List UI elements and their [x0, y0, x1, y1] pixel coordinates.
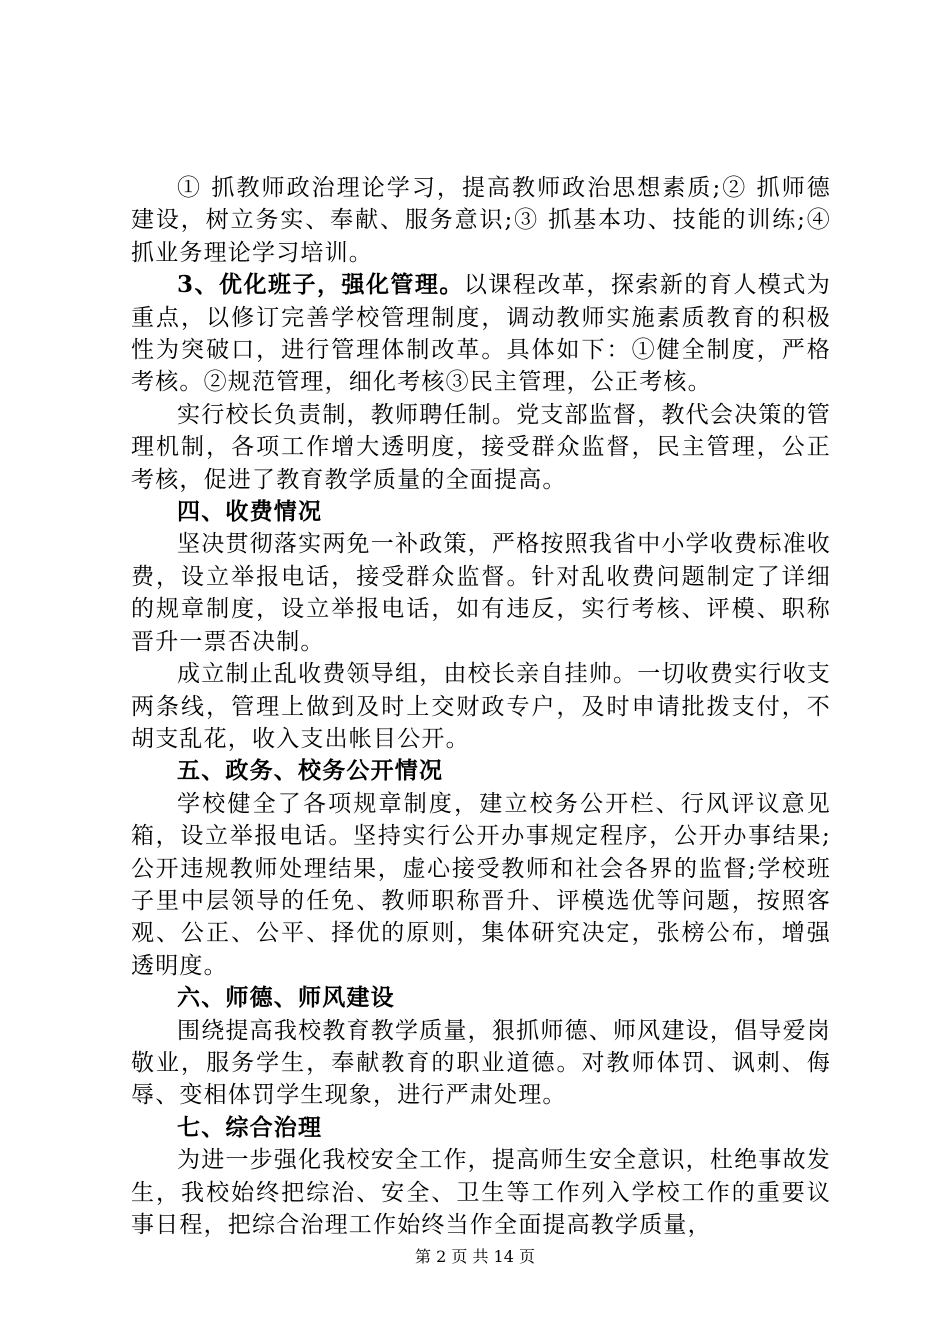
section-heading-ethics: 六、师德、师风建设 — [177, 984, 395, 1012]
paragraph-ethics: 围绕提高我校教育教学质量，狠抓师德、师风建设，倡导爱岗敬业，服务学生，奉献教育的职业道德。对教师体罚、讽刺、侮辱、变相体罚学生现象，进行严肃处理。 — [131, 1017, 831, 1109]
section-heading-fees: 四、收费情况 — [177, 498, 323, 526]
paragraph-principal-responsibility: 实行校长负责制，教师聘任制。党支部监督，教代会决策的管理机制，各项工作增大透明度，接受群众监督，民主管理，公正考核，促进了教育教学质量的全面提高。 — [131, 401, 831, 493]
paragraph-governance: 为进一步强化我校安全工作，提高师生安全意识，杜绝事故发生，我校始终把综治、安全、卫生等工作列入学校工作的重要议事日程，把综合治理工作始终当作全面提高教学质量， — [131, 1147, 831, 1238]
paragraph-optimize-management — [131, 269, 831, 399]
document-body — [131, 172, 831, 1241]
paragraph-disclosure: 学校健全了各项规章制度，建立校务公开栏、行风评议意见箱，设立举报电话。坚持实行公开办事规定程序，公开办事结果;公开违规教师处理结果，虚心接受教师和社会各界的监督;学校班子里中层领导的任免、教师职称晋升、评模选优等问题，按照客观、公正、公平、择优的原则，集体研究决定，张榜公布，增强透明度。 — [131, 790, 831, 979]
paragraph-body: 以课程改革，探索新的育人模式为重点，以修订完善学校管理制度，调动教师实施素质教育的积极性为突破口，进行管理体制改革。具体如下：①健全制度，严格考核。②规范管理，细化考核③民主管理，公正考核。 — [131, 272, 832, 396]
paragraph-fee-policy: 坚决贯彻落实两免一补政策，严格按照我省中小学收费标准收费，设立举报电话，接受群众监督。针对乱收费问题制定了详细的规章制度，设立举报电话，如有违反，实行考核、评模、职称晋升一票否决制。 — [131, 531, 831, 655]
paragraph-lead: 3、优化班子，强化管理。 — [177, 271, 464, 299]
section-heading-disclosure: 五、政务、校务公开情况 — [177, 757, 444, 785]
section-heading-governance: 七、综合治理 — [177, 1113, 323, 1141]
page-number-footer: 第 2 页 共 14 页 — [415, 1247, 535, 1266]
paragraph-fee-leadership: 成立制止乱收费领导组，由校长亲自挂帅。一切收费实行收支两条线，管理上做到及时上交财政专户，及时申请批拨支付，不胡支乱花，收入支出帐目公开。 — [131, 661, 831, 752]
paragraph-teacher-training: ① 抓教师政治理论学习，提高教师政治思想素质;② 抓师德建设，树立务实、奉献、服务意识;③ 抓基本功、技能的训练;④ 抓业务理论学习培训。 — [131, 175, 831, 266]
